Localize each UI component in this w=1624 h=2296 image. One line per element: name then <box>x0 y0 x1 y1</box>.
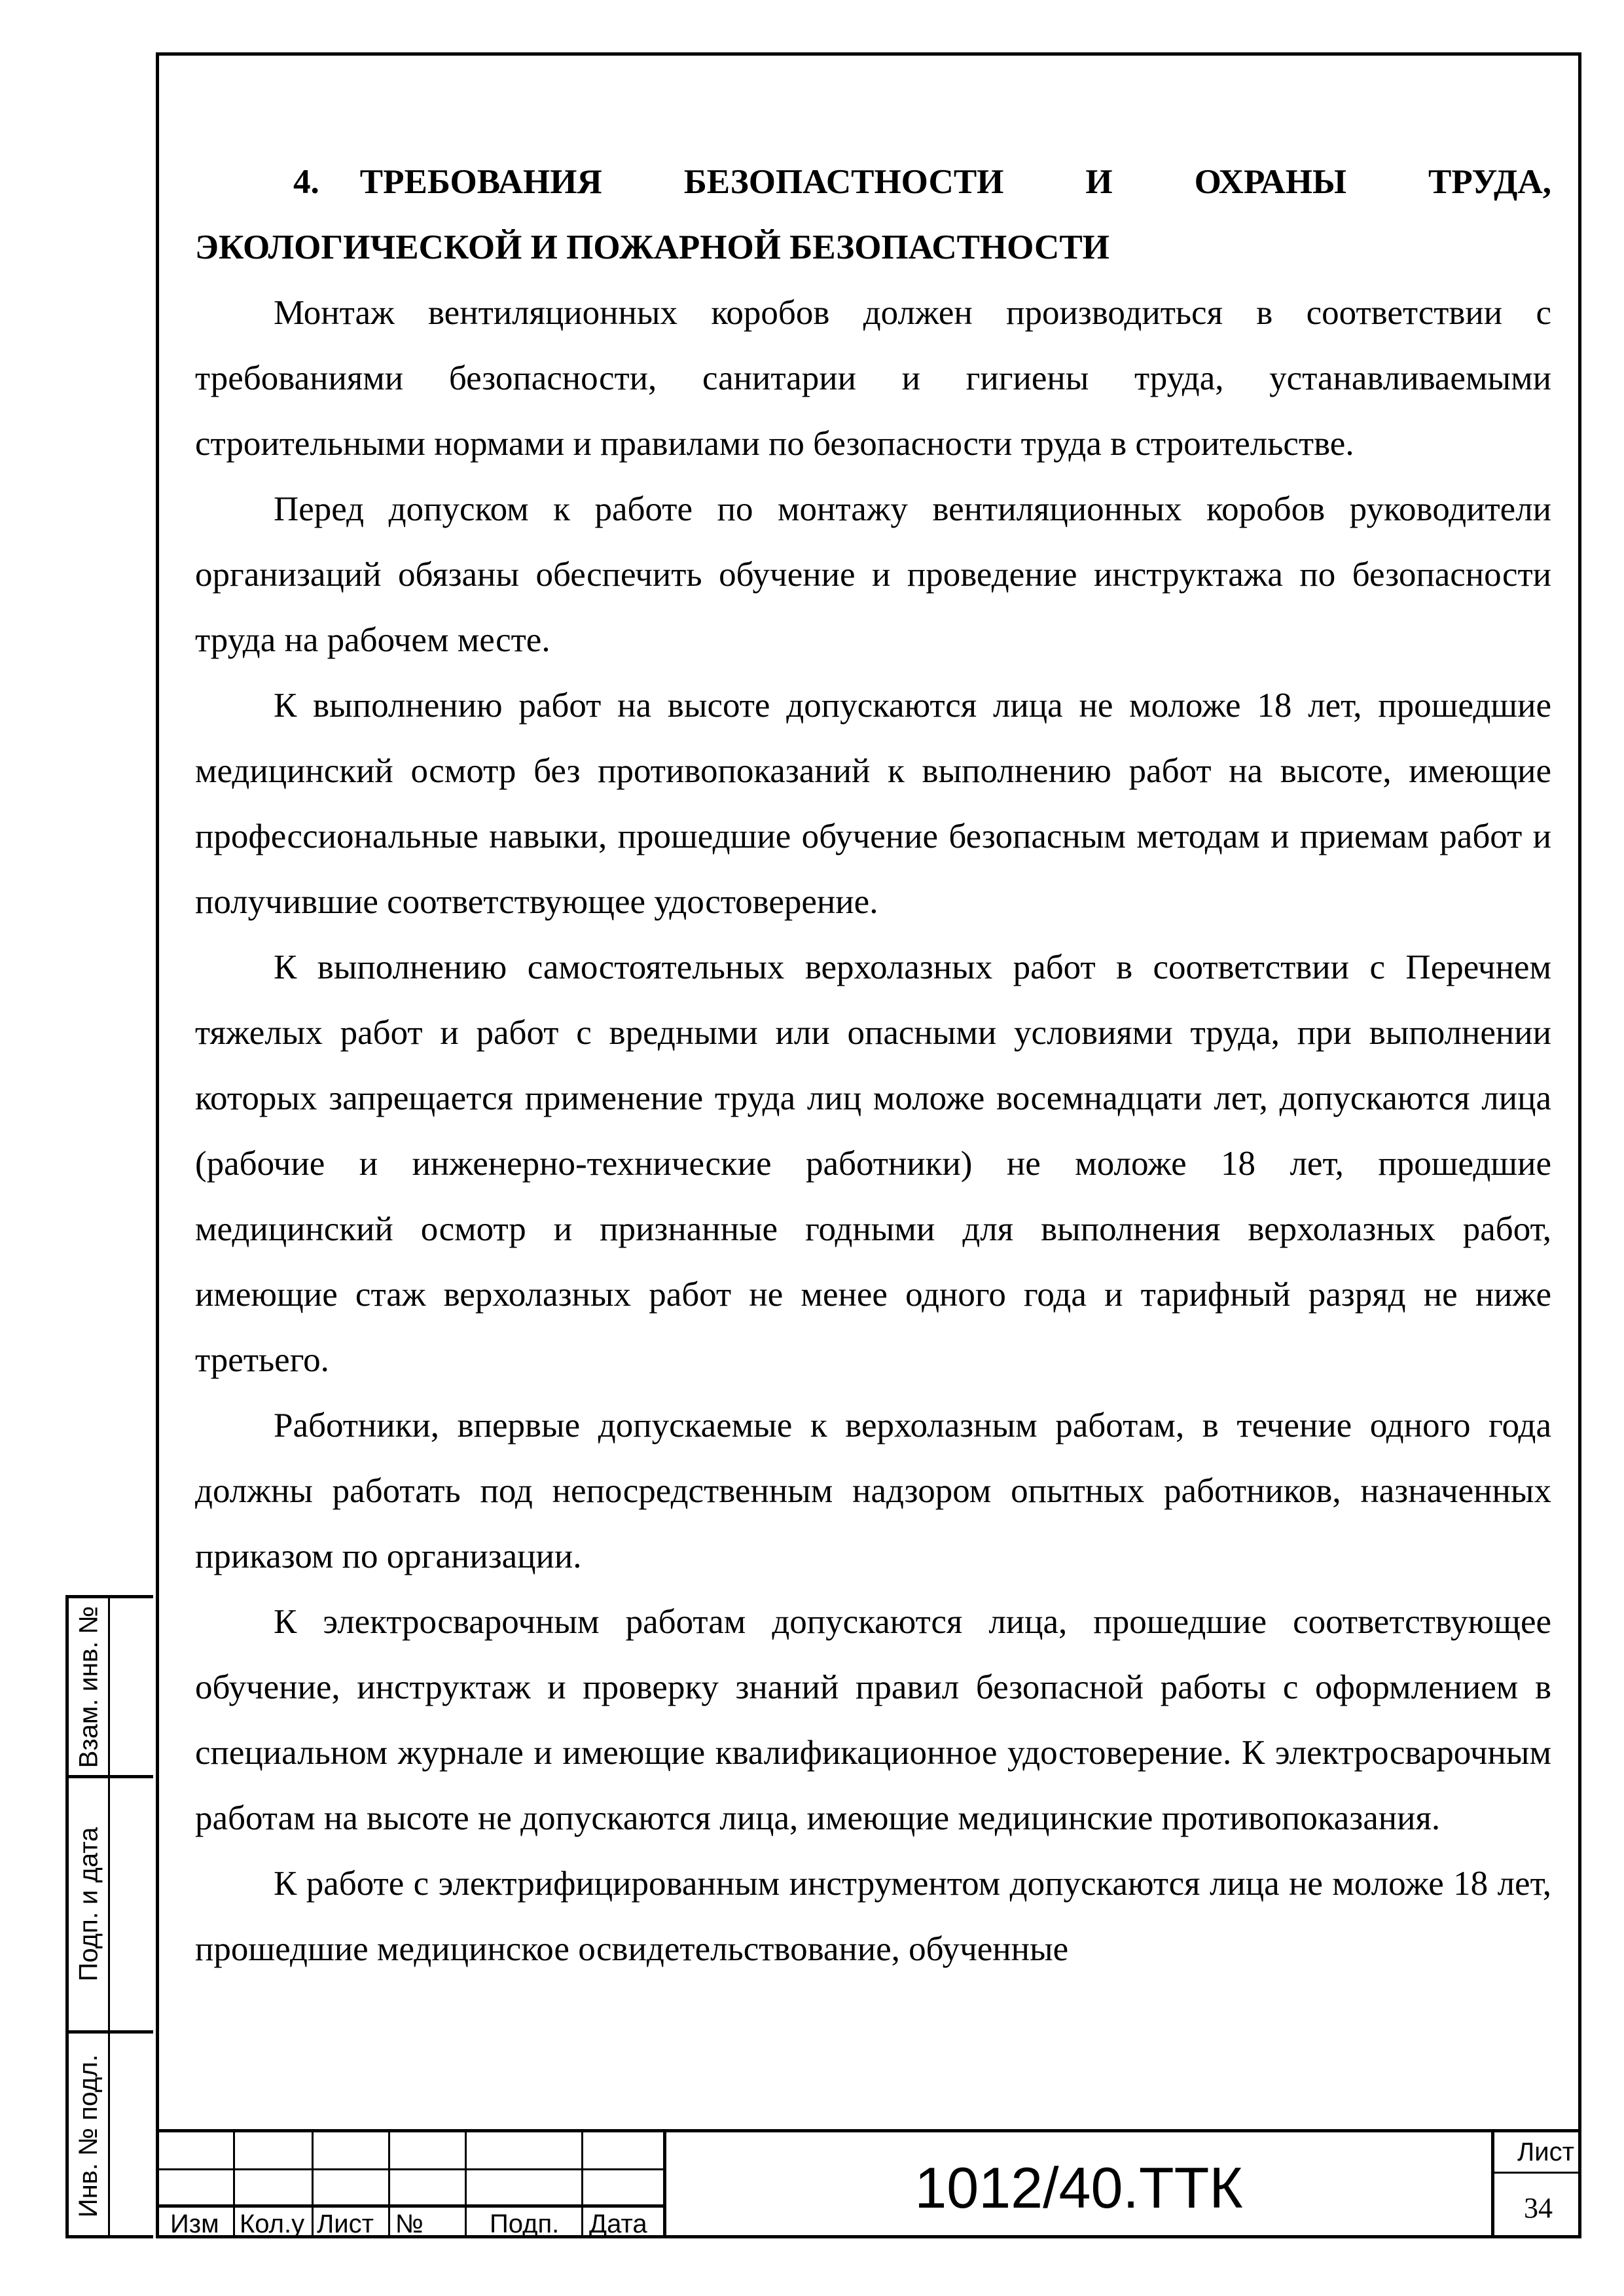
header-izm: Изм <box>170 2210 219 2238</box>
header-list: Лист <box>317 2210 374 2238</box>
header-podp: Подп. <box>490 2210 560 2238</box>
header-number: № <box>395 2210 424 2238</box>
section-title: ТРЕБОВАНИЯ БЕЗОПАСТНОСТИ И ОХРАНЫ ТРУДА, ЭКОЛОГИЧЕСКОЙ И ПОЖАРНОЙ БЕЗОПАСТНОСТИ <box>195 163 1551 266</box>
side-label-podp: Подп. и дата <box>74 1827 103 1982</box>
paragraph-3: К выполнению работ на высоте допускаются лица не моложе 18 лет, прошедшие медицинский осмотр без противопоказаний к выполнению работ на высоте, имеющие профессиональные навыки, прошедшие обучение безопасным методам и приемам работ и получившие соответствующее удостоверение. <box>195 687 1551 921</box>
side-stamp-strip <box>65 1595 153 2238</box>
section-heading <box>195 149 1551 280</box>
sheet-label: Лист <box>1517 2138 1574 2166</box>
paragraph-5: Работники, впервые допускаемые к верхолазным работам, в течение одного года должны работать под непосредственным надзором опытных работников, назначенных приказом по организации. <box>195 1407 1551 1575</box>
paragraph-6: К электросварочным работам допускаются лица, прошедшие соответствующее обучение, инструктаж и проверку знаний правил безопасной работы с оформлением в специальном журнале и имеющие квалификационное удостоверение. К электросварочным работам на высоте не допускаются лица, имеющие медицинские противопоказания. <box>195 1603 1551 1837</box>
side-label-vzam: Взам. инв. № <box>74 1605 103 1768</box>
title-block <box>156 2129 1581 2238</box>
header-data: Дата <box>589 2210 647 2238</box>
header-kolu: Кол.у <box>240 2210 305 2238</box>
paragraph-4: К выполнению самостоятельных верхолазных работ в соответствии с Перечнем тяжелых работ и работ с вредными или опасными условиями труда, при выполнении которых запрещается применение труда лиц моложе восемнадцати лет, допускаются лица (рабочие и инженерно-технические работники) не моложе 18 лет, прошедшие медицинский осмотр и признанные годными для выполнения верхолазных работ, имеющие стаж верхолазных работ не менее одного года и тарифный разряд не ниже третьего. <box>195 948 1551 1379</box>
document-code: 1012/40.ТТК <box>914 2155 1243 2220</box>
paragraph-7: К работе с электрифицированным инструментом допускаются лица не моложе 18 лет, прошедшие медицинское освидетельствование, обученные <box>195 1865 1551 1968</box>
document-body <box>195 149 1551 1982</box>
paragraph-2: Перед допуском к работе по монтажу вентиляционных коробов руководители организаций обязаны обеспечить обучение и проведение инструктажа по безопасности труда на рабочем месте. <box>195 490 1551 659</box>
side-label-inv: Инв. № подл. <box>74 2054 103 2218</box>
paragraph-1: Монтаж вентиляционных коробов должен производиться в соответствии с требованиями безопасности, санитарии и гигиены труда, устанавливаемыми строительными нормами и правилами по безопасности труда в строительстве. <box>195 294 1551 463</box>
section-number: 4. <box>293 163 319 201</box>
sheet-number: 34 <box>1524 2192 1553 2224</box>
